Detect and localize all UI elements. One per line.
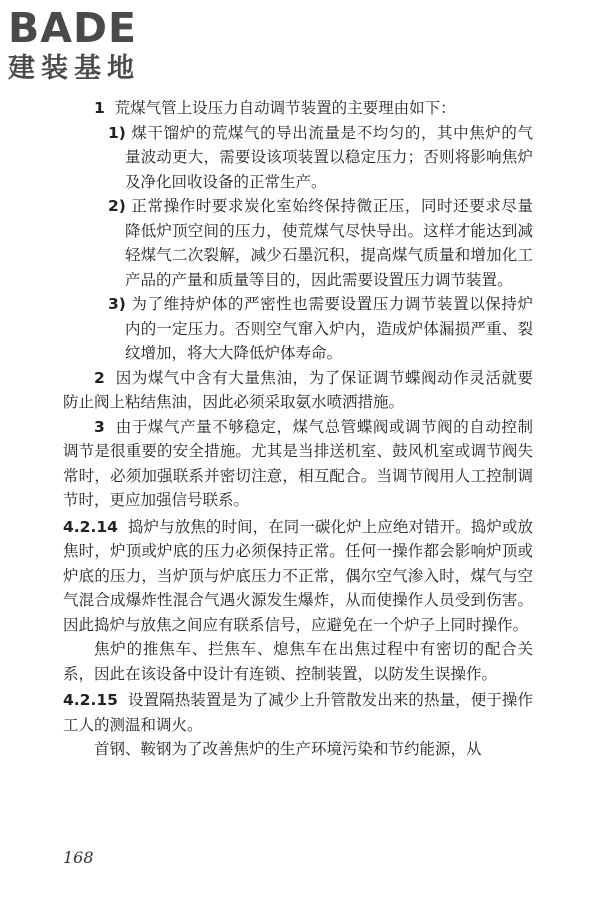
- paragraph-item-1: [63, 96, 533, 121]
- item-number: 3: [94, 417, 105, 436]
- paragraph-text: 荒煤气管上设压力自动调节装置的主要理由如下：: [114, 99, 456, 117]
- document-body: [63, 96, 533, 762]
- clause-number: 4.2.14: [63, 517, 118, 536]
- paragraph-text: 焦炉的推焦车、拦焦车、熄焦车在出焦过程中有密切的配合关系，因此在该设备中设计有连锁、控制装置，以防发生误操作。: [63, 640, 533, 683]
- sub-item-2: [63, 194, 533, 292]
- logo-wordmark: BADE: [8, 4, 138, 52]
- clause-4-2-14: [63, 515, 533, 638]
- item-number: 1: [94, 99, 105, 117]
- paragraph-plain: [63, 637, 533, 686]
- page-number: 168: [63, 848, 94, 867]
- sub-item-number: 1): [108, 123, 126, 142]
- paragraph-item-3: [63, 415, 533, 513]
- paragraph-text: 捣炉与放焦的时间，在同一碳化炉上应绝对错开。捣炉或放焦时，炉顶或炉底的压力必须保持正常。任何一操作都会影响炉顶或炉底的压力，当炉顶与炉底压力不正常，偶尔空气渗入时，煤气与空气混合成爆炸性混合气遇火源发生爆炸，从而使操作人员受到伤害。因此捣炉与放焦之间应有联系信号，应避免在一个炉子上同时操作。: [63, 517, 533, 634]
- sub-item-number: 3): [108, 295, 126, 313]
- paragraph-text: 设置隔热装置是为了减少上升管散发出来的热量，便于操作工人的测温和调火。: [63, 691, 533, 734]
- paragraph-text: 由于煤气产量不够稳定，煤气总管蝶阀或调节阀的自动控制调节是很重要的安全措施。尤其是当排送机室、鼓风机室或调节阀失常时，必须加强联系并密切注意，相互配合。当调节阀用人工控制调节时，更应加强信号联系。: [63, 417, 533, 509]
- paragraph-text: 正常操作时要求炭化室始终保持微正压，同时还要求尽量降低炉顶空间的压力，使荒煤气尽快导出。这样才能达到减轻煤气二次裂解，减少石墨沉积，提高煤气质量和增加化工产品的产量和质量等目的，因此需要设置压力调节装置。: [125, 197, 533, 289]
- clause-number: 4.2.15: [63, 691, 118, 709]
- clause-4-2-15: [63, 688, 533, 737]
- item-number: 2: [94, 368, 105, 387]
- sub-item-number: 2): [108, 197, 126, 215]
- sub-item-3: [63, 292, 533, 366]
- paragraph-text: 煤干馏炉的荒煤气的导出流量是不均匀的，其中焦炉的气量波动更大，需要设该项装置以稳定压力；否则将影响焦炉及净化回收设备的正常生产。: [125, 123, 533, 191]
- paragraph-plain: [63, 737, 533, 762]
- paragraph-item-2: [63, 366, 533, 415]
- logo-chinese-text: 建装基地: [8, 53, 140, 84]
- paragraph-text: 为了维持炉体的严密性也需要设置压力调节装置以保持炉内的一定压力。否则空气窜入炉内，造成炉体漏损严重、裂纹增加，将大大降低炉体寿命。: [125, 295, 533, 362]
- paragraph-text: 因为煤气中含有大量焦油，为了保证调节蝶阀动作灵活就要防止阀上粘结焦油，因此必须采取氨水喷洒措施。: [63, 368, 533, 411]
- paragraph-text: 首钢、鞍钢为了改善焦炉的生产环境污染和节约能源，从: [94, 740, 482, 758]
- bade-logo: [8, 6, 188, 86]
- sub-item-1: [63, 121, 533, 195]
